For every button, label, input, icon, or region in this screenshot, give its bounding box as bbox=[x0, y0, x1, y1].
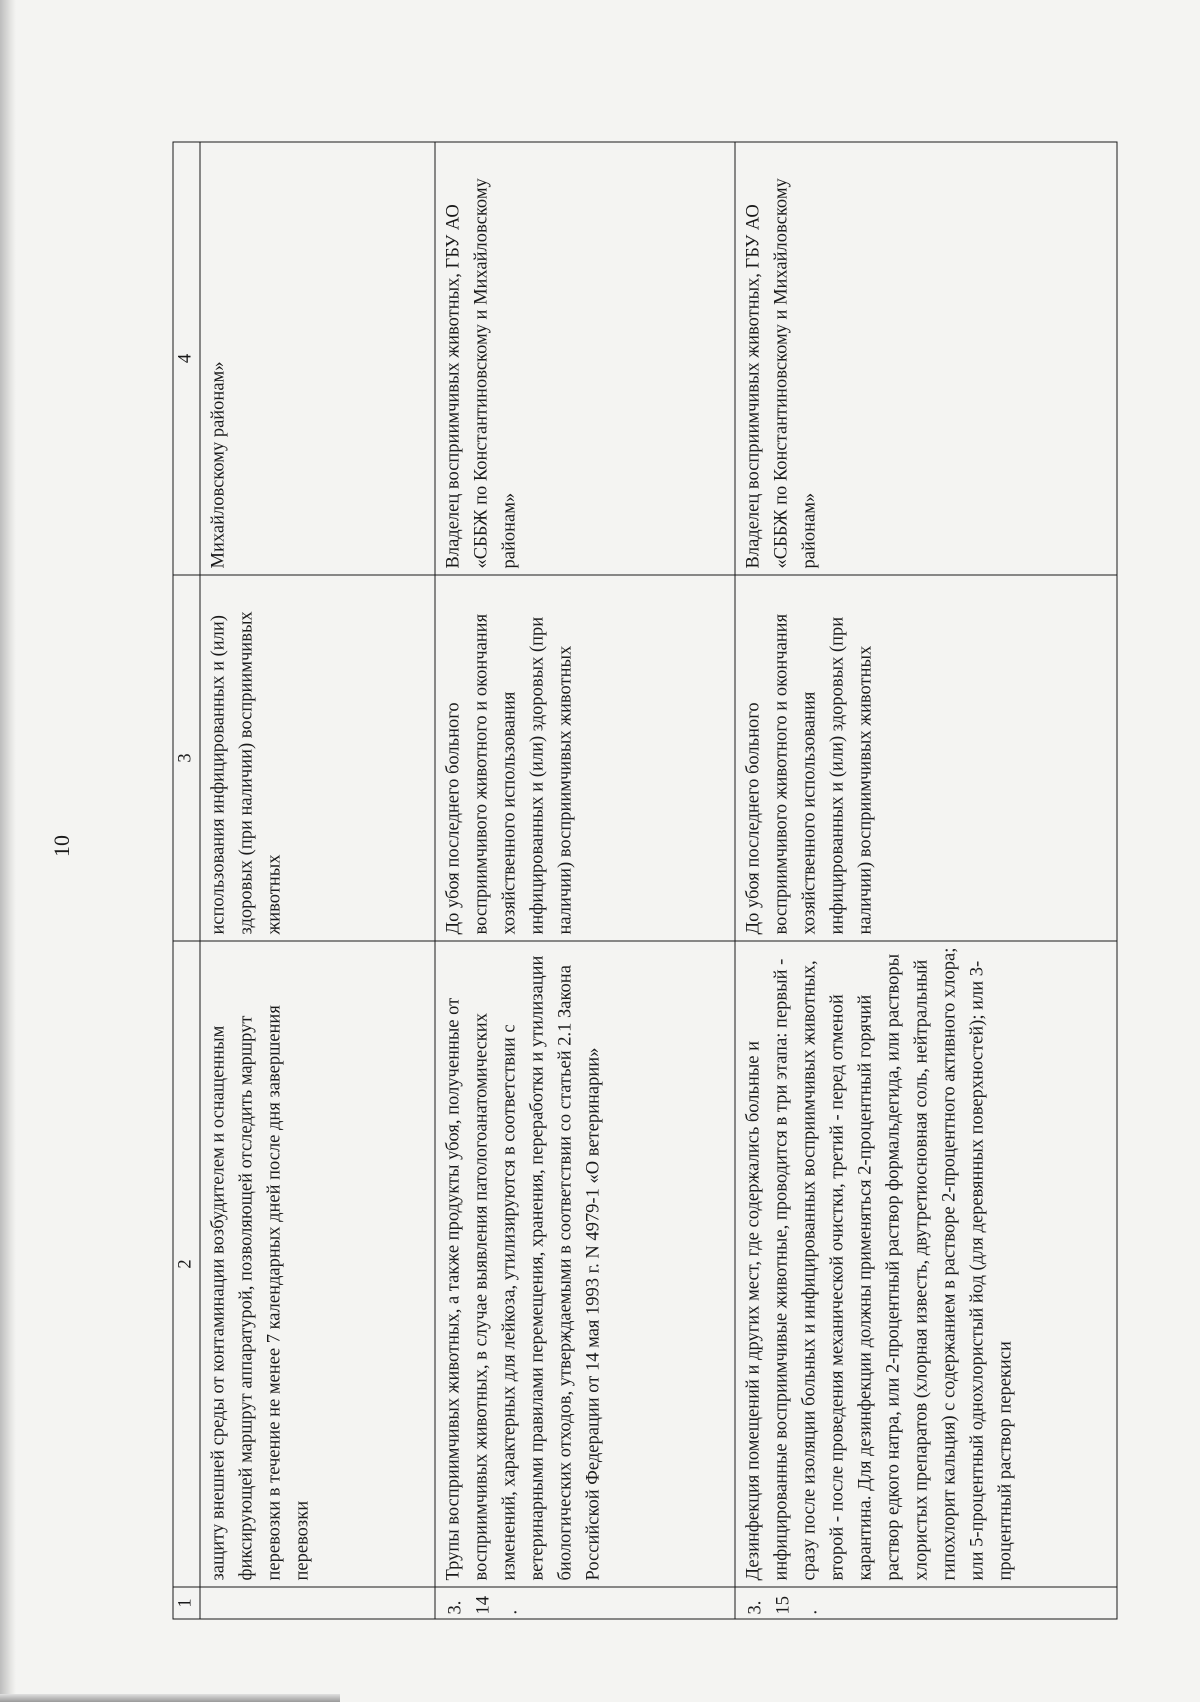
measure-cell: Дезинфекция помещений и других мест, где содержались больные и инфицированные восприимчивые животные, проводится в три этапа: первый - сразу после изоляции больных и инфицированных восприимчивых животных, второй - после проведения механической очистки, третий - перед отменой карантина. Для дезинфекции должны применяться 2-процентный горячий раствор едкого натра, или 2-процентный раствор формальдегида, или растворы хлористых препаратов (хлорная известь, двутретиосновная соль, нейтральный гипохлорит кальция) с содержанием в растворе 2-процентного активного хлора; или 5-процентный однохлористый йод (для деревянных поверхностей); или 3-процентный раствор перекиси bbox=[735, 941, 1117, 1587]
term-cell: До убоя последнего больного восприимчивого животного и окончания хозяйственного использования инфицированных и (или) здоровых (при наличии) восприимчивых животных bbox=[735, 575, 1117, 941]
term-cell: До убоя последнего больного восприимчивого животного и окончания хозяйственного использования инфицированных и (или) здоровых (при наличии) восприимчивых животных bbox=[435, 575, 735, 941]
table-header-row bbox=[173, 142, 200, 1619]
row-number: 3.14. bbox=[435, 1587, 735, 1619]
responsible-cell: Владелец восприимчивых животных, ГБУ АО «СББЖ по Константиновскому и Михайловскому районам» bbox=[735, 142, 1117, 575]
table-row bbox=[200, 142, 435, 1619]
rotated-table-area bbox=[173, 143, 1118, 1620]
measure-cell: Трупы восприимчивых животных, а также продукты убоя, полученные от восприимчивых животных, в случае выявления патологоанатомических изменений, характерных для лейкоза, утилизируются в соответствии с ветеринарными правилами перемещения, хранения, переработки и утилизации биологических отходов, утверждаемыми в соответствии со статьей 2.1 Закона Российской Федерации от 14 мая 1993 г. N 4979-1 «О ветеринарии» bbox=[435, 941, 735, 1587]
row-number bbox=[200, 1587, 435, 1619]
column-header-4: 4 bbox=[173, 142, 200, 575]
scan-edge-left bbox=[0, 0, 16, 1702]
column-header-1: 1 bbox=[173, 1587, 200, 1619]
scan-edge-bottom bbox=[0, 1694, 340, 1702]
responsible-cell: Михайловскому районам» bbox=[200, 142, 435, 575]
measures-table bbox=[173, 142, 1118, 1620]
row-number: 3.15. bbox=[735, 1587, 1117, 1619]
table-row bbox=[435, 142, 735, 1619]
term-cell: использования инфицированных и (или) здоровых (при наличии) восприимчивых животных bbox=[200, 575, 435, 941]
responsible-cell: Владелец восприимчивых животных, ГБУ АО «СББЖ по Константиновскому и Михайловскому районам» bbox=[435, 142, 735, 575]
page-number: 10 bbox=[49, 835, 74, 857]
column-header-2: 2 bbox=[173, 941, 200, 1587]
table-row bbox=[735, 142, 1117, 1619]
measure-cell: защиту внешней среды от контаминации возбудителем и оснащенным фиксирующей маршрут аппаратурой, позволяющей отследить маршрут перевозки в течение не менее 7 календарных дней после дня завершения перевозки bbox=[200, 941, 435, 1587]
column-header-3: 3 bbox=[173, 575, 200, 941]
